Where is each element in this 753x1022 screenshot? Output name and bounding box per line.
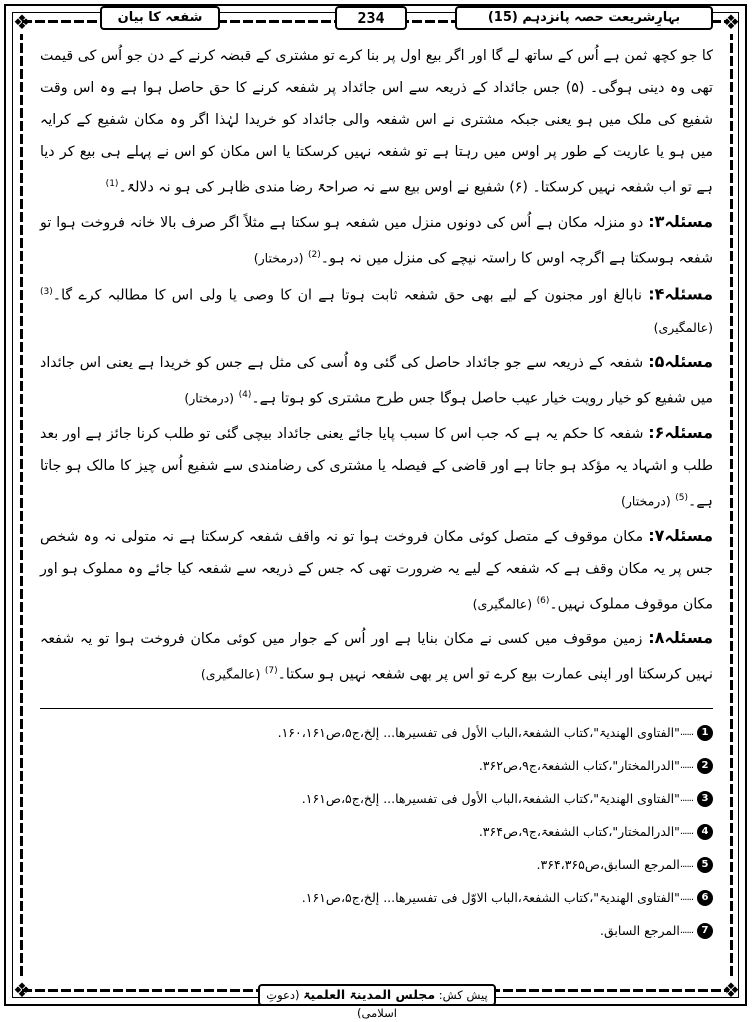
footer-prefix: پیش کش: — [438, 988, 488, 1002]
footnote-text: "الفتاوی الھندیۃ"،کتاب الشفعۃ،الباب الأول فی تفسیرھا... إلخ،ج۵،ص۱۶۱. — [301, 791, 680, 806]
masala-label: مسئلہ۴: — [648, 285, 714, 305]
footnote-marker: (6) — [536, 595, 550, 606]
footnote-text: "الفتاوی الھندیۃ"،کتاب الشفعۃ،الباب الاوّل فی تفسیرھا... إلخ،ج۵،ص۱۶۱. — [301, 890, 680, 905]
footnote-item — [40, 881, 713, 914]
footer-suffix: (دعوتِ اسلامی) — [266, 988, 397, 1020]
paragraph-text: مکان موقوف کے متصل کوئی مکان فروخت ہوا تو نہ واقف شفعہ کرسکتا ہے نہ متولی نہ وہ شخص جس پر یہ مکان وقف ہے کہ شفعہ کے لیے یہ ضرورت تھی کہ جس کے ذریعہ سے شفعہ کیا جائے وہ مملوک ہو اور مکان موقوف مملوک نہیں۔ — [40, 528, 713, 613]
footnote-marker: (2) — [308, 249, 321, 260]
masala-8 — [40, 622, 713, 691]
footnote-number-icon: 7 — [697, 923, 713, 939]
page-header — [0, 4, 753, 34]
footnote-marker: (3) — [40, 287, 53, 298]
footnote-text: المرجع السابق،ص۳۶۴،۳۶۵. — [536, 857, 680, 872]
footnote-number-icon: 1 — [697, 725, 713, 741]
corner-ornament-icon: ❖ — [13, 978, 31, 1002]
footnote-marker: (4) — [238, 390, 252, 401]
masala-label: مسئلہ۸: — [648, 628, 714, 648]
footnote-number-icon: 4 — [697, 824, 713, 840]
footnote-number-icon: 2 — [697, 758, 713, 774]
footnote-item — [40, 848, 713, 881]
footnote-number-icon: 3 — [697, 791, 713, 807]
source-reference: (عالمگیری) — [653, 320, 713, 336]
footnote-text: "الدرالمختار"،کتاب الشفعۃ،ج۹،ص۳۶۴. — [478, 824, 680, 839]
footnote-dots: ...... — [679, 925, 693, 936]
footnote-marker: (1) — [105, 179, 119, 189]
source-reference: (درمختار) — [621, 493, 671, 509]
chapter-title: شفعہ کا بیان — [100, 6, 220, 30]
footnote-item — [40, 782, 713, 815]
masala-3 — [40, 206, 713, 275]
masala-7 — [40, 520, 713, 621]
source-reference: (عالمگیری) — [200, 667, 261, 683]
masala-label: مسئلہ۷: — [648, 525, 714, 545]
paragraph-text: دو منزلہ مکان ہے اُس کی دونوں منزل میں شفعہ ہو سکتا ہے مثلاً اگر صرف بالا خانہ فروخت ہوا تو شفعہ ہوسکتا ہے اگرچہ اوس کا راستہ نیچے کی منزل میں نہ ہو۔ — [40, 214, 713, 267]
footnote-dots: ...... — [679, 859, 693, 870]
footnote-item — [40, 749, 713, 782]
footnotes — [40, 716, 713, 947]
corner-ornament-icon: ❖ — [13, 10, 31, 34]
paragraph-text: شفعہ کا حکم یہ ہے کہ جب اس کا سبب پایا جائے یعنی جائداد بیچی گئی تو طلب کرنا جائز ہے اور بعد طلب و اشہاد یہ مؤکد ہو جاتا ہے اور قاضی کے فیصلہ یا مشتری کی رضامندی سے شفیع اُس چیز کا مالک ہو جاتا ہے۔ — [40, 425, 713, 510]
footnote-item — [40, 716, 713, 749]
book-title: بہارِشریعت حصہ پانزدہم (15) — [455, 6, 713, 30]
footnote-item — [40, 914, 713, 947]
footnote-dots: ...... — [679, 760, 693, 771]
footnote-text: المرجع السابق. — [600, 923, 680, 938]
footnote-dots: ...... — [679, 727, 693, 738]
left-border-band — [20, 34, 23, 976]
paragraph-text: زمین موقوف میں کسی نے مکان بنایا ہے اور اُس کے جوار میں کوئی مکان فروخت ہوا تو یہ شفعہ نہیں کرسکتا اور اپنی عمارت بیع کرے تو اس پر بھی شفعہ نہیں ہو سکتا۔ — [40, 631, 713, 684]
source-reference: (عالمگیری) — [472, 596, 533, 612]
page-number: 234 — [335, 6, 407, 30]
publisher-name: مجلس المدینۃ العلمیۃ — [303, 987, 436, 1002]
page-footer — [0, 984, 753, 1020]
footnote-number-icon: 6 — [697, 890, 713, 906]
right-border-band — [730, 34, 733, 976]
footnote-number-icon: 5 — [697, 857, 713, 873]
footnote-dots: ...... — [679, 793, 693, 804]
masala-label: مسئلہ۶: — [648, 422, 713, 442]
publisher-box — [258, 984, 496, 1020]
source-reference: (درمختار) — [184, 390, 235, 406]
paragraph-text: نابالغ اور مجنون کے لیے بھی حق شفعہ ثابت ہوتا ہے ان کا وصی یا ولی اس کا مطالبہ کرے گا۔ — [52, 288, 642, 305]
footnote-divider — [40, 708, 713, 709]
masala-6 — [40, 417, 713, 518]
main-text — [40, 40, 713, 691]
footnote-text: "الدرالمختار"،کتاب الشفعۃ،ج۹،ص۳۶۲. — [478, 758, 680, 773]
masala-4 — [40, 276, 713, 344]
corner-ornament-icon: ❖ — [722, 978, 740, 1002]
footnote-dots: ...... — [679, 892, 693, 903]
footnote-text: "الفتاوی الھندیۃ"،کتاب الشفعۃ،الباب الأول فی تفسیرھا... إلخ،ج۵،ص۱۶۰،۱۶۱. — [277, 725, 680, 740]
paragraph-text: کا جو کچھ ثمن ہے اُس کے ساتھ لے گا اور اگر بیع اول پر بنا کرے تو مشتری کے قبضہ کرنے کے دن جو اُس کی قیمت تھی وہ دینی ہوگی۔ (۵) جس جائداد کے ذریعہ سے اس جائداد پر شفعہ کرنے کا حق حاصل ہوا ہے وہ اس وقت شفیع کی ملک میں ہو یعنی جبکہ مشتری نے اس شفعہ والی جائداد کو خریدا لہٰذا اگر وہ مکان شفیع کے کرایہ میں ہو یا عاریت کے طور پر اوس میں رہتا ہے تو شفعہ نہیں کرسکتا یا اس مکان کو اس نے پہلے ہی بیع کر دیا ہے تو اب شفعہ نہیں کرسکتا۔ (۶) شفیع نے اوس بیع سے نہ صراحۃً رضا مندی ظاہر کی ہو نہ دلالۃً۔ — [40, 48, 713, 196]
paragraph-text: شفعہ کے ذریعہ سے جو جائداد حاصل کی گئی وہ اُسی کی مثل ہے جس کو خریدا ہے یعنی اس جائداد میں شفیع کو خیار رویت خیار عیب حاصل ہوگا جس طرح مشتری کو ہوتا ہے۔ — [40, 355, 713, 407]
masala-5 — [40, 346, 713, 415]
corner-ornament-icon: ❖ — [722, 10, 740, 34]
footnote-item — [40, 815, 713, 848]
footnote-marker: (7) — [264, 666, 278, 677]
paragraph-intro — [40, 40, 713, 204]
footnote-marker: (5) — [675, 492, 689, 503]
footnote-dots: ...... — [679, 826, 693, 837]
source-reference: (درمختار) — [253, 250, 304, 266]
masala-label: مسئلہ۵: — [648, 352, 713, 372]
masala-label: مسئلہ۳: — [648, 211, 713, 231]
